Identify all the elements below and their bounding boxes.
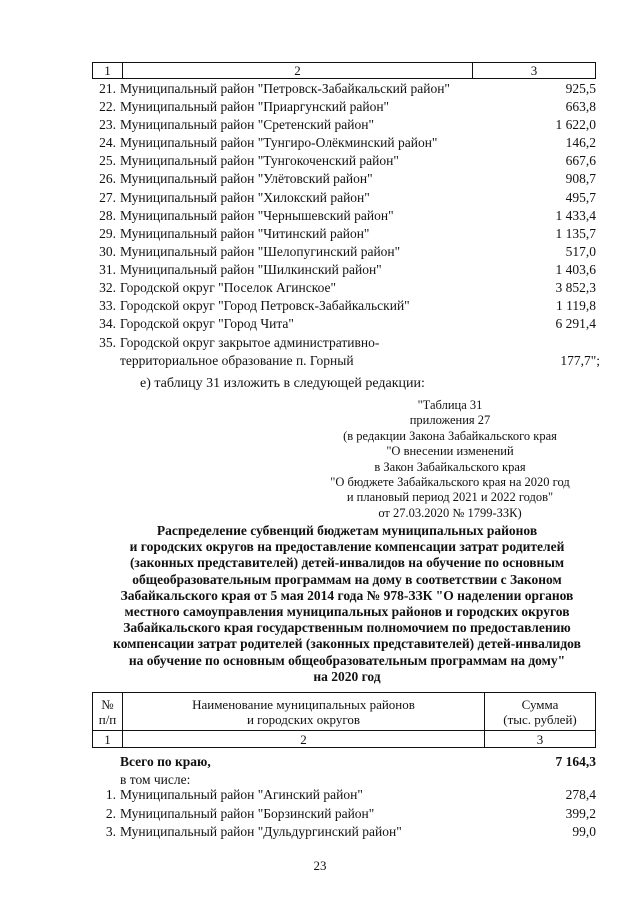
header-num-line1: №: [101, 696, 114, 712]
row-number: 22.: [99, 99, 116, 115]
table2-col-2: 2: [123, 731, 485, 747]
table1-col-3: 3: [530, 63, 538, 78]
row-value: 1 403,6: [555, 261, 596, 277]
title-line: Забайкальского края от 5 мая 2014 года № 978-ЗЗК "О наделении органов: [120, 587, 574, 603]
table-row: [92, 297, 596, 315]
stamp-line: от 27.03.2020 № 1799-ЗЗК): [378, 505, 522, 520]
stamp-line: приложения 27: [409, 413, 491, 428]
table-stamp: [300, 398, 600, 521]
row-value: 278,4: [565, 787, 596, 802]
row-number: 25.: [99, 153, 116, 169]
row-number: 29.: [99, 225, 116, 241]
instruction-text: е) таблицу 31 изложить в следующей редакции:: [140, 376, 425, 391]
table-row: [92, 207, 596, 225]
row-number: 26.: [99, 171, 116, 187]
table-row: [92, 805, 596, 824]
row-value: 517,0: [565, 243, 596, 259]
row-number: 31.: [99, 261, 116, 277]
header-sum-line1: Сумма: [521, 696, 559, 712]
row-name-line2: территориальное образование п. Горный: [120, 353, 354, 368]
table-title: [92, 523, 602, 685]
table1-column-numbers: [92, 62, 596, 79]
row-value: 1 119,8: [556, 298, 596, 314]
header-name-line1: Наименование муниципальных районов: [192, 696, 415, 712]
row-name: Муниципальный район "Тунгиро-Олёкминский район": [120, 135, 438, 151]
table2-col-1: 1: [93, 731, 123, 747]
total-label: Всего по краю,: [120, 754, 211, 769]
row-value: 1 622,0: [555, 117, 596, 133]
row-value: 908,7: [565, 171, 596, 187]
row-name: Муниципальный район "Тунгокоченский район": [120, 153, 399, 169]
table1-col-2: 2: [123, 63, 473, 78]
row-value: 1 135,7: [555, 225, 596, 241]
row-value: 1 433,4: [555, 207, 596, 223]
row-value: 6 291,4: [555, 316, 596, 332]
table-row: [92, 98, 596, 116]
title-line: на 2020 год: [313, 668, 381, 684]
table2-header: [92, 692, 596, 731]
table-row: [92, 279, 596, 297]
row-name: Муниципальный район "Сретенский район": [120, 117, 374, 133]
table-row: [92, 243, 596, 261]
title-line: компенсации затрат родителей (законных представителей) детей-инвалидов: [113, 636, 581, 652]
row-number: 27.: [99, 189, 116, 205]
title-line: (законных представителей) детей-инвалидов на обучение по основным: [129, 555, 565, 571]
row-name: Муниципальный район "Читинский район": [120, 225, 370, 241]
row-value: 399,2: [565, 805, 596, 821]
title-line: Забайкальского края государственным полномочием по предоставлению: [123, 620, 571, 636]
row-number: 34.: [99, 316, 116, 332]
stamp-line: "О внесении изменений: [386, 444, 514, 459]
table-row: [92, 116, 596, 134]
table2-column-numbers: [92, 731, 596, 748]
title-line: Распределение субвенций бюджетам муниципальных районов: [156, 523, 538, 538]
row-name: Муниципальный район "Хилокский район": [120, 189, 370, 205]
row-value: 3 852,3: [555, 280, 596, 296]
row-name: Муниципальный район "Шелопугинский район": [120, 243, 401, 259]
row-number: 30.: [99, 243, 116, 259]
row-name: Городской округ "Город Чита": [120, 316, 294, 332]
row-number: 28.: [99, 207, 116, 223]
row-name: Городской округ "Поселок Агинское": [120, 280, 337, 296]
row-value: 146,2: [565, 135, 596, 151]
row-number: 33.: [99, 298, 116, 314]
row-number: 2.: [105, 805, 116, 821]
table-row: [92, 152, 596, 170]
stamp-line: в Закон Забайкальского края: [374, 459, 526, 474]
row-value: 663,8: [565, 99, 596, 115]
row-number: 21.: [99, 81, 116, 96]
stamp-line: (в редакции Закона Забайкальского края: [343, 428, 557, 443]
row-number: 35.: [99, 335, 116, 350]
table-row: [92, 315, 596, 333]
table2-header-num: [93, 693, 123, 730]
table-row: [92, 225, 596, 243]
title-line: на обучение по основным общеобразовательным программам на дому": [128, 652, 566, 668]
row-value: 495,7: [565, 189, 596, 205]
table-row: [92, 134, 596, 152]
table2-header-sum: [485, 693, 595, 730]
row-number: 1.: [105, 787, 116, 802]
row-number: 32.: [99, 280, 116, 296]
stamp-line: "О бюджете Забайкальского края на 2020 год: [330, 475, 570, 490]
table-row: [92, 80, 596, 98]
title-line: местного самоуправления муниципальных районов и городских округов: [124, 604, 570, 620]
stamp-line: "Таблица 31: [417, 398, 483, 412]
title-line: и городских округов на предоставление компенсации затрат родителей: [129, 539, 565, 555]
row-name: Муниципальный район "Петровск-Забайкальский район": [120, 81, 450, 96]
title-line: общеобразовательным программам на дому в соответствии с Законом: [132, 571, 562, 587]
row-name: Муниципальный район "Приаргунский район": [120, 99, 390, 115]
table1-col-1: 1: [93, 63, 123, 78]
table2-rows: [92, 786, 596, 842]
table-row: [92, 189, 596, 207]
table-row: [92, 823, 596, 842]
row-name: Городской округ "Город Петровск-Забайкальский": [120, 298, 410, 314]
row-name: Муниципальный район "Улётовский район": [120, 171, 373, 187]
row-value: 99,0: [572, 824, 596, 839]
table-row: [92, 261, 596, 279]
table1-rows: [92, 80, 596, 333]
table-row: [92, 786, 596, 805]
row-name-line1: Городской округ закрытое административно-: [120, 335, 380, 350]
header-num-line2: п/п: [98, 711, 117, 727]
row-name: Муниципальный район "Борзинский район": [120, 805, 375, 821]
row-value: 177,7";: [560, 353, 600, 368]
row-number: 23.: [99, 117, 116, 133]
page-number: 23: [313, 858, 327, 873]
header-name-line2: и городских округов: [246, 711, 361, 727]
stamp-line: и плановый период 2021 и 2022 годов": [346, 490, 554, 505]
table-row: [92, 170, 596, 188]
row-name: Муниципальный район "Чернышевский район": [120, 207, 394, 223]
row-name: Муниципальный район "Дульдургинский район": [120, 824, 402, 839]
row-name: Муниципальный район "Шилкинский район": [120, 261, 382, 277]
row-number: 24.: [99, 135, 116, 151]
total-value: 7 164,3: [555, 754, 596, 769]
row-number: 3.: [105, 824, 116, 839]
row-value: 925,5: [565, 81, 596, 96]
row-value: 667,6: [565, 153, 596, 169]
table2-col-3: 3: [536, 731, 544, 747]
header-sum-line2: (тыс. рублей): [503, 711, 577, 727]
table2-header-name: [123, 693, 485, 730]
row-name: Муниципальный район "Агинский район": [120, 787, 363, 802]
including-label: в том числе:: [120, 772, 191, 787]
